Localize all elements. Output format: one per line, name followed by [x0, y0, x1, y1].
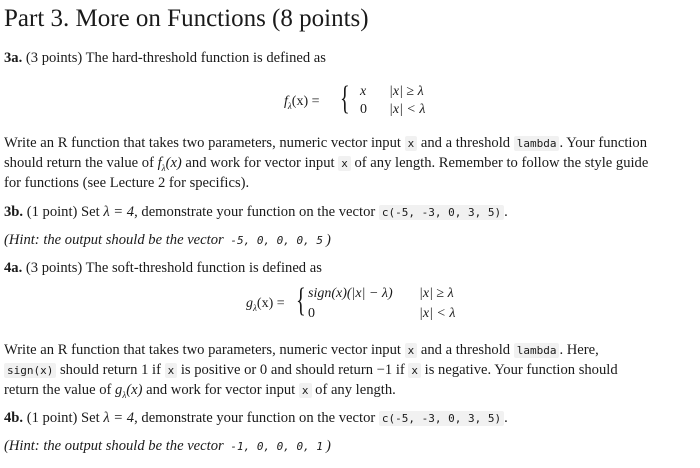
q4b-label: 4b. [4, 410, 24, 426]
q4a-label: 4a. [4, 260, 23, 276]
q3b-hint: (Hint: the output should be the vector -5, 0, 0, 0, 5 ) [4, 232, 331, 248]
code-vector: c(-5, -3, 0, 3, 5) [379, 205, 504, 220]
q3a-label: 3a. [4, 50, 23, 66]
q4a-text-line3: return the value of $g_\lambda(x)$ and work for vector input x of any length. [4, 382, 396, 400]
code-x: x [299, 383, 312, 398]
q4a-formula-lhs: $g_\lambda(x)$ = [246, 296, 285, 313]
q4a-text-line2: sign(x) should return 1 if x is positive or 0 and should return −1 if x is negative. Your function should [4, 360, 618, 381]
q4b-hint: (Hint: the output should be the vector -1, 0, 0, 0, 1 ) [4, 438, 331, 454]
code-sign: sign(x) [4, 363, 56, 378]
q4b-text: 4b. (1 point) Set λ = 4, demonstrate your function on the vector c(-5, -3, 0, 3, 5) . [4, 410, 508, 426]
q3a-formula-lhs: $f_\lambda(x)$ = [284, 94, 320, 111]
q3a-formula-brace: { [340, 80, 350, 117]
q4a-intro: 4a. (3 points) The soft-threshold function is defined as [4, 260, 322, 276]
q4a-case2-value: 0 [308, 306, 315, 321]
code-vector: c(-5, -3, 0, 3, 5) [379, 411, 504, 426]
q3a-intro: 3a. (3 points) The hard-threshold function is defined as [4, 50, 326, 66]
code-output: -1, 0, 0, 0, 1 [230, 440, 324, 453]
q4a-case1-condition: |x| ≥ λ [419, 286, 454, 301]
page-title: Part 3. More on Functions (8 points) [4, 5, 369, 32]
q4a-case2-condition: |x| < λ [419, 306, 456, 321]
code-lambda: lambda [514, 136, 560, 151]
code-x: x [338, 156, 351, 171]
q4a-case1-value: sign(x)(|x| − λ) [308, 286, 393, 301]
q3a-text-line3: for functions (see Lecture 2 for specifics). [4, 175, 250, 191]
code-x: x [165, 363, 178, 378]
q4a-text-line1: Write an R function that takes two parameters, numeric vector input x and a threshold lambda . Here, [4, 342, 599, 358]
q3b-label: 3b. [4, 204, 24, 220]
q3a-text-line1: Write an R function that takes two parameters, numeric vector input x and a threshold lambda . Your function [4, 135, 648, 151]
code-x: x [405, 343, 418, 358]
code-x: x [408, 363, 421, 378]
q3a-case2-value: 0 [360, 102, 367, 117]
code-lambda: lambda [514, 343, 560, 358]
q3a-text-line2: should return the value of $f_\lambda(x)$ and work for vector input x of any length. Remember to follow the style guide [4, 155, 649, 173]
q3b-text: 3b. (1 point) Set λ = 4, demonstrate your function on the vector c(-5, -3, 0, 3, 5) . [4, 204, 508, 220]
code-x: x [405, 136, 418, 151]
q3a-case1-condition: |x| ≥ λ [389, 84, 424, 99]
q3a-case2-condition: |x| < λ [389, 102, 426, 117]
q3a-case1-value: x [360, 84, 367, 99]
code-output: -5, 0, 0, 0, 5 [230, 234, 324, 247]
q4a-formula-brace: { [296, 282, 306, 319]
